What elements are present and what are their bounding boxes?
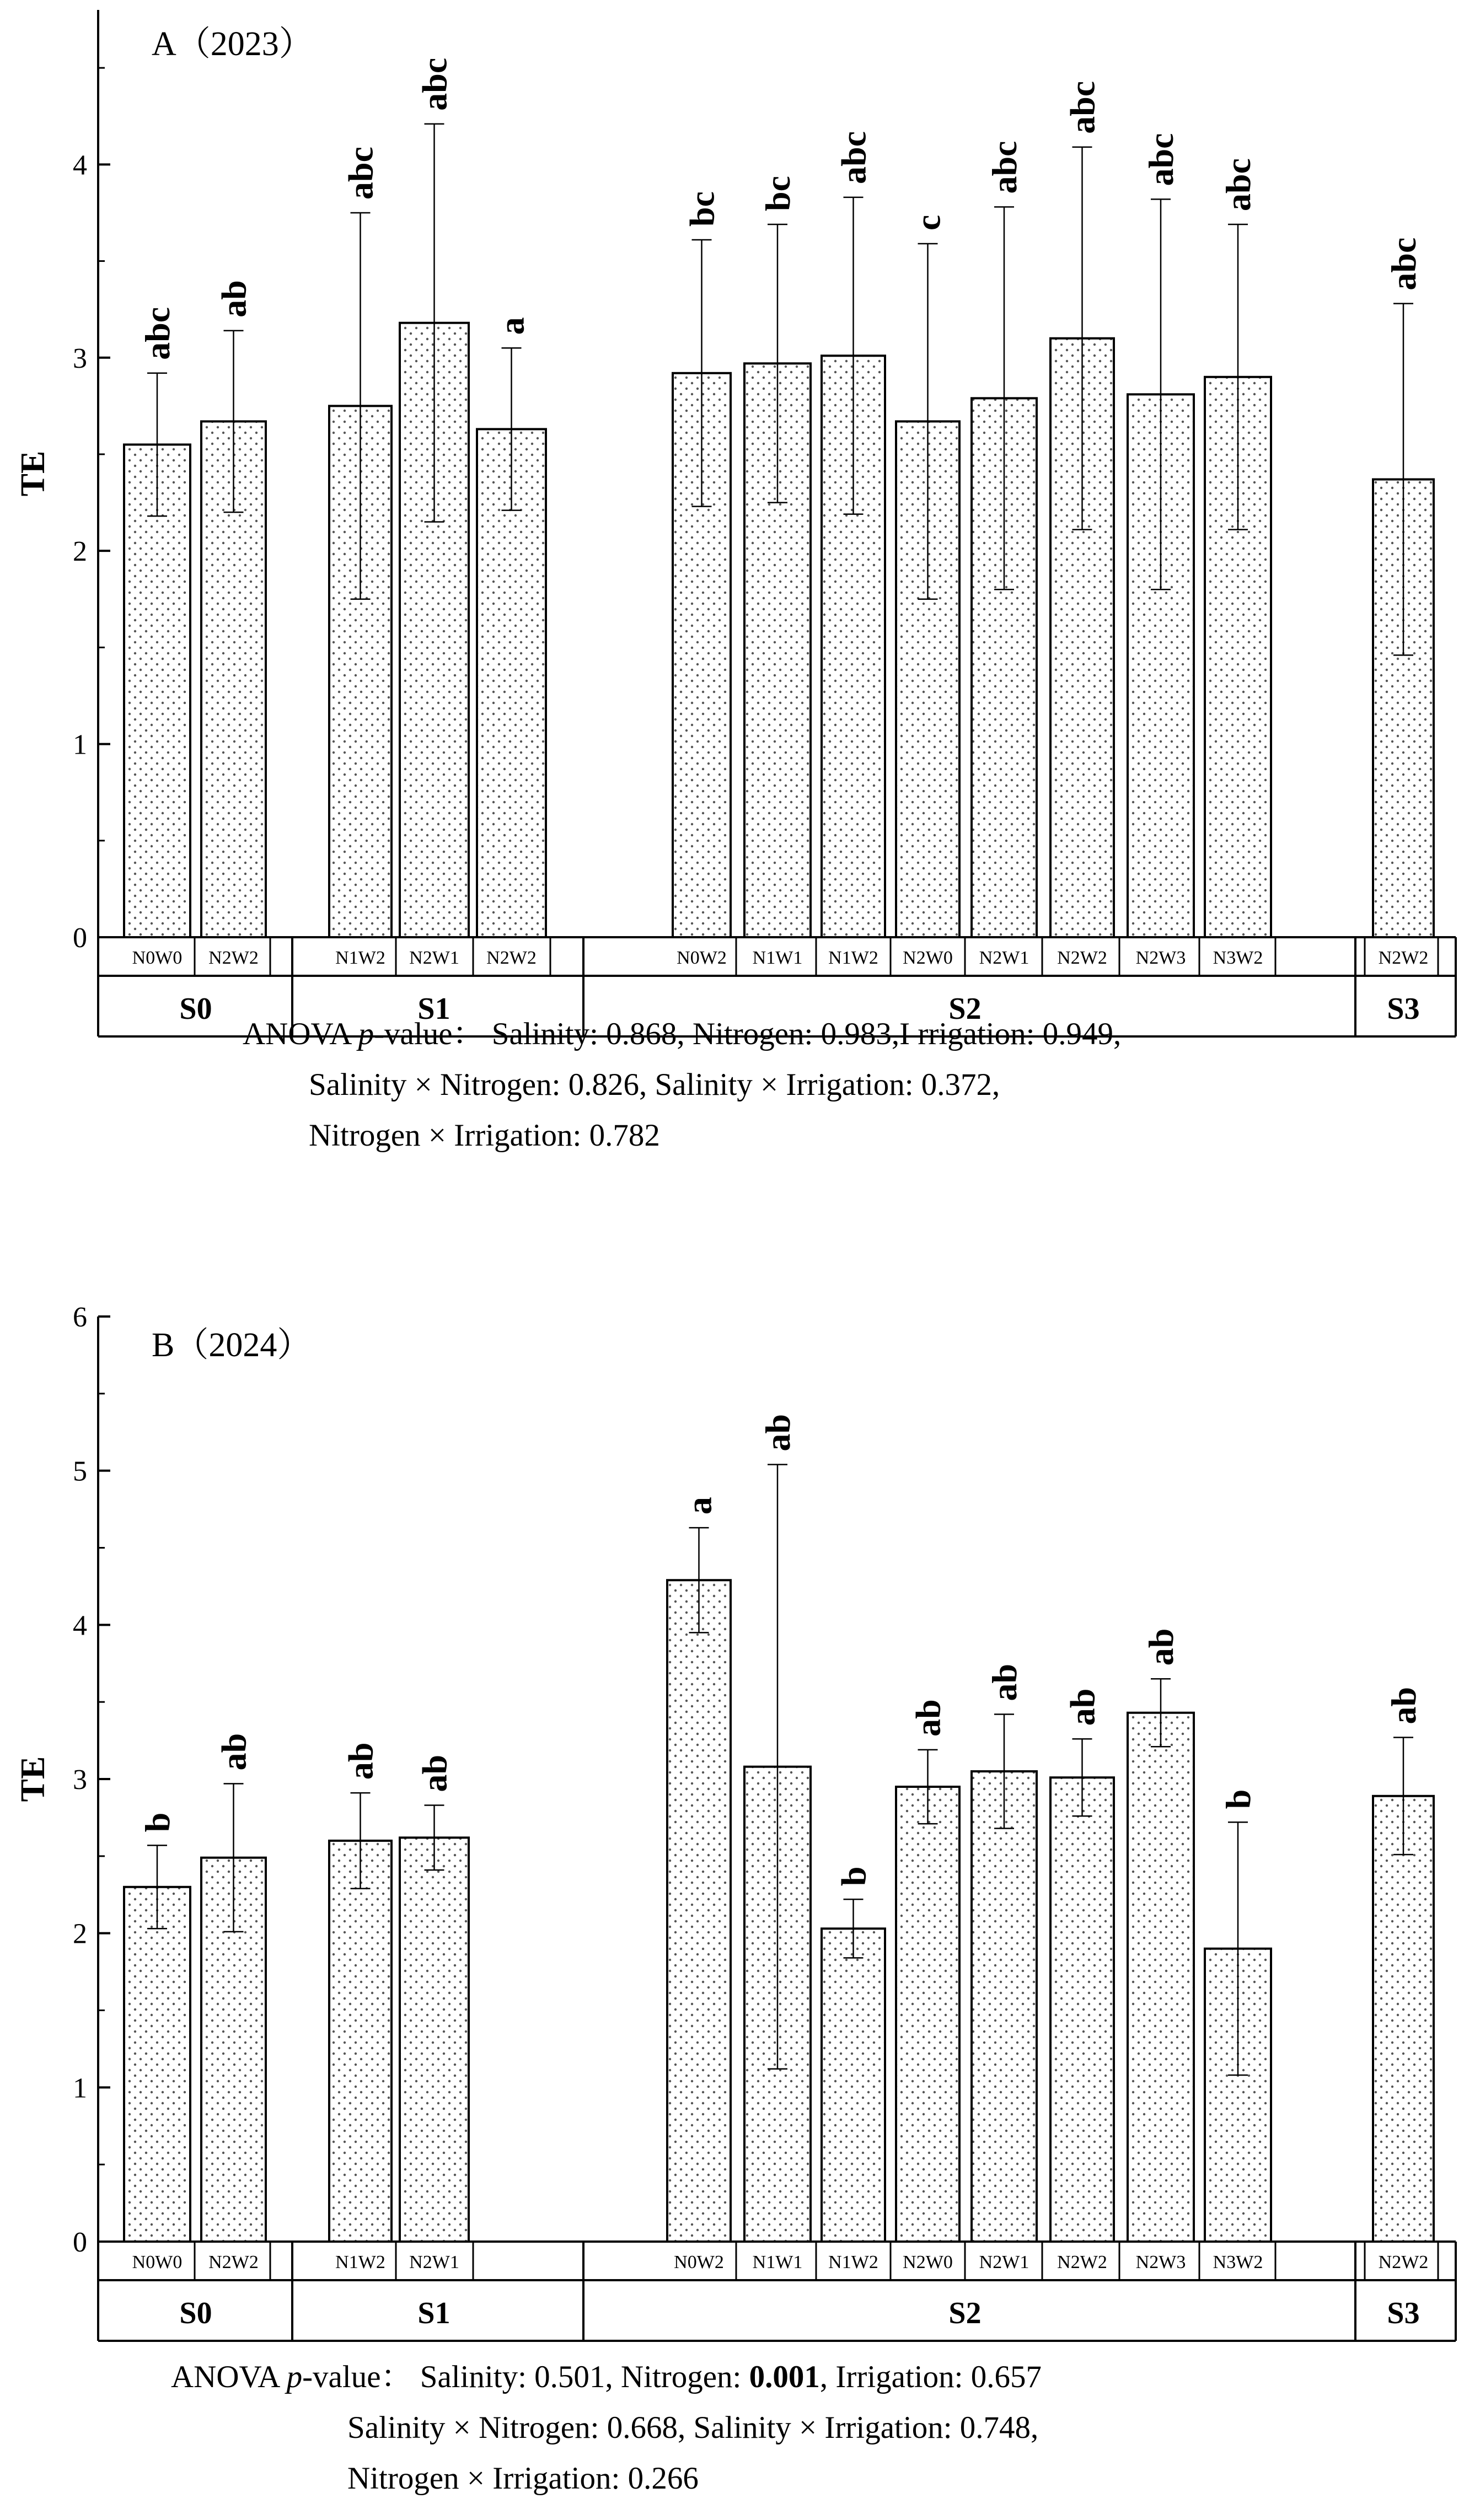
y-tick-label: 4 [73,149,87,181]
significance-letter: ab [985,1663,1024,1701]
category-label: N2W2 [1378,2252,1429,2272]
category-label: N2W2 [1378,948,1429,968]
bar [972,1771,1037,2242]
category-label: N2W0 [903,948,953,968]
significance-letter: ab [415,1754,454,1792]
category-label: N0W2 [677,948,727,968]
bar [1128,1713,1194,2242]
significance-letter: ab [214,1733,254,1771]
anova-b-line-1: ANOVA p-value： Salinity: 0.501, Nitrogen: 0.001, Irrigation: 0.657 [171,2360,1042,2394]
significance-letter: ab [1063,1688,1102,1726]
y-tick-label: 6 [73,1302,87,1333]
category-label: N1W2 [335,2252,385,2272]
y-axis-title: TE [14,450,52,497]
category-label: N2W1 [979,2252,1029,2272]
significance-letter: abc [1384,237,1423,291]
category-label: N1W2 [828,948,878,968]
category-label: N2W2 [208,2252,259,2272]
category-label: N1W2 [335,948,385,968]
y-tick-label: 0 [73,2227,87,2258]
bar [124,444,190,937]
bar [400,1837,469,2242]
significance-letter: bc [682,191,722,227]
bar [822,1928,885,2242]
group-label-s3: S3 [1387,2296,1420,2330]
category-label: N1W1 [752,948,803,968]
bar [1373,1796,1434,2242]
significance-letter: c [908,214,948,231]
category-label: N2W2 [486,948,537,968]
panel-title: A（2023） [152,25,313,63]
group-label-s0: S0 [179,992,212,1026]
significance-letter: abc [415,57,454,111]
y-tick-label: 1 [73,2072,87,2104]
y-tick-label: 2 [73,1918,87,1950]
category-label: N2W2 [1057,948,1107,968]
significance-letter: ab [758,1414,797,1452]
significance-letter: b [138,1812,177,1833]
panel-a-chart [14,10,1456,1036]
category-label: N2W2 [208,948,259,968]
bar [667,1580,731,2242]
significance-letter: ab [908,1699,948,1737]
bar [896,1787,959,2242]
significance-letter: a [492,317,532,335]
significance-letter: ab [1384,1686,1423,1724]
significance-letter: ab [1141,1628,1181,1666]
y-tick-label: 2 [73,536,87,568]
significance-letter: bc [758,175,797,211]
significance-letter: abc [1141,133,1181,186]
y-tick-label: 0 [73,922,87,954]
group-label-s1: S1 [417,2296,451,2330]
significance-letter: abc [985,141,1024,194]
y-tick-label: 4 [73,1610,87,1642]
y-tick-label: 5 [73,1455,87,1487]
category-label: N0W0 [132,2252,183,2272]
category-label: N0W0 [132,948,183,968]
y-axis-title: TE [14,1756,52,1802]
category-label: N2W1 [409,2252,459,2272]
category-label: N3W2 [1213,948,1263,968]
y-tick-label: 3 [73,342,87,374]
category-label: N2W0 [903,2252,953,2272]
significance-letter: b [1219,1789,1258,1809]
category-label: N2W1 [409,948,459,968]
significance-letter: abc [138,307,177,360]
panel-title: B（2024） [152,1326,312,1364]
y-tick-label: 1 [73,729,87,761]
significance-letter: b [834,1866,873,1887]
significance-letter: ab [214,280,254,318]
bar [124,1887,190,2242]
category-label: N1W1 [752,2252,803,2272]
significance-letter: abc [1219,158,1258,211]
panel-b-chart [14,1302,1456,2341]
significance-letter: abc [1063,80,1102,134]
category-label: N2W1 [979,948,1029,968]
category-label: N3W2 [1213,2252,1263,2272]
bar [1050,1777,1114,2242]
significance-letter: abc [834,131,873,184]
category-label: N1W2 [828,2252,878,2272]
group-label-s2: S2 [948,2296,982,2330]
y-tick-label: 3 [73,1764,87,1796]
group-label-s2: S2 [948,992,982,1026]
significance-letter: abc [341,146,380,200]
category-label: N0W2 [674,2252,724,2272]
group-label-s1: S1 [417,992,451,1026]
group-label-s0: S0 [179,2296,212,2330]
category-label: N2W3 [1135,2252,1186,2272]
anova-b-line-2: Salinity × Nitrogen: 0.668, Salinity × Irrigation: 0.748, [347,2410,1039,2445]
significance-letter: ab [341,1742,380,1780]
significance-letter: a [679,1497,719,1515]
category-label: N2W2 [1057,2252,1107,2272]
anova-a-line-3: Nitrogen × Irrigation: 0.782 [309,1118,660,1153]
anova-a-line-1: ANOVA p-value： Salinity: 0.868, Nitrogen: 0.983,I rrigation: 0.949, [243,1017,1122,1051]
bar [329,1841,392,2242]
anova-b-line-3: Nitrogen × Irrigation: 0.266 [347,2461,699,2496]
anova-a-line-2: Salinity × Nitrogen: 0.826, Salinity × Irrigation: 0.372, [309,1067,1000,1102]
group-label-s3: S3 [1387,992,1420,1026]
category-label: N2W3 [1135,948,1186,968]
